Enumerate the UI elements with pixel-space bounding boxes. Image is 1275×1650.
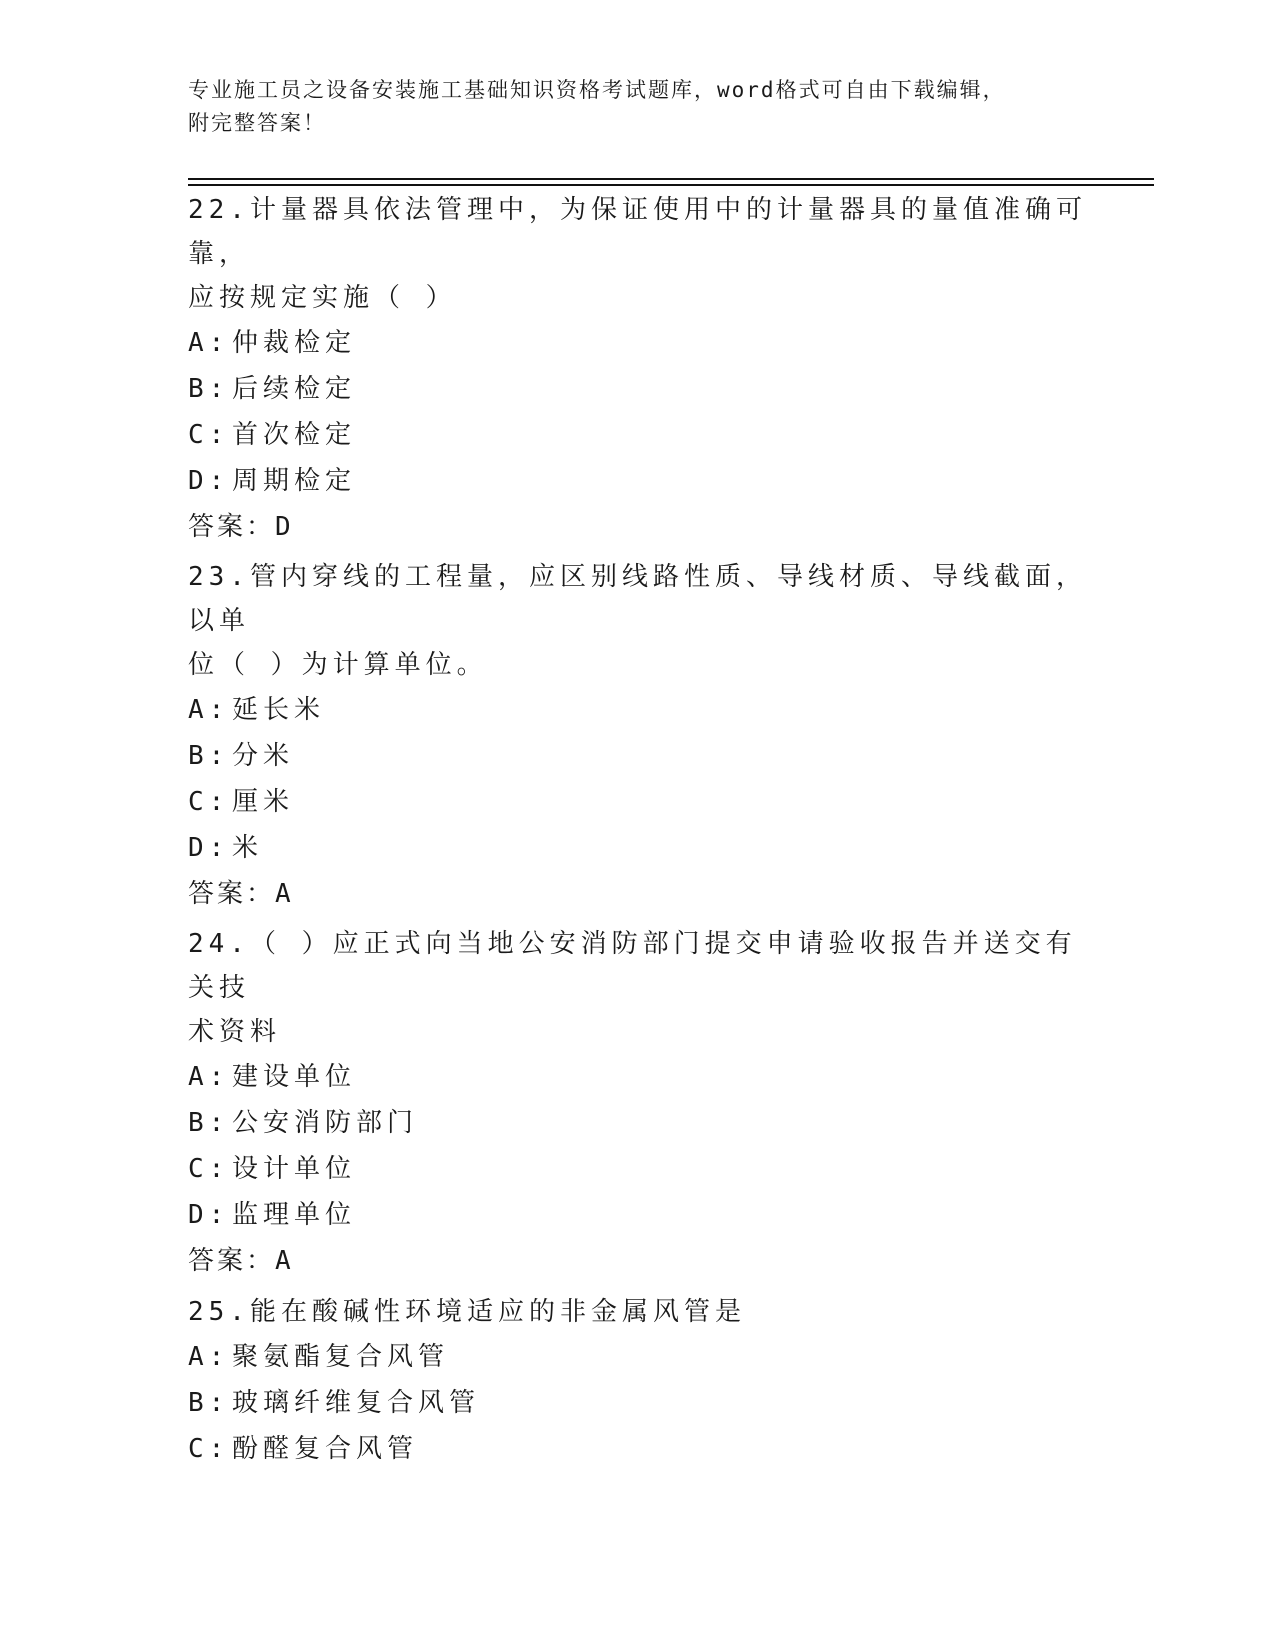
question-22: [188, 188, 1088, 550]
question-stem-line: 24.（ ）应正式向当地公安消防部门提交申请验收报告并送交有关技: [188, 929, 1077, 1003]
option-key: A:: [188, 1062, 230, 1092]
option-b: [188, 1100, 1088, 1146]
option-b: [188, 366, 1088, 412]
option-key: D:: [188, 833, 230, 863]
option-key: A:: [188, 328, 230, 358]
question-stem: [188, 1290, 1088, 1334]
option-key: D:: [188, 1200, 230, 1230]
header-divider-bottom: [188, 184, 1154, 186]
question-stem: [188, 922, 1088, 1054]
question-stem-line: 位（ ）为计算单位。: [188, 650, 488, 680]
answer-line: [188, 1238, 1088, 1284]
option-text: 周期检定: [232, 466, 357, 496]
option-a: [188, 1054, 1088, 1100]
option-key: C:: [188, 787, 230, 817]
option-key: A:: [188, 1342, 230, 1372]
answer-value: A: [275, 1246, 294, 1276]
option-key: D:: [188, 466, 230, 496]
question-24: [188, 922, 1088, 1284]
header-line-2: 附完整答案！: [188, 111, 326, 135]
option-c: [188, 1146, 1088, 1192]
option-text: 后续检定: [232, 374, 357, 404]
option-text: 监理单位: [232, 1200, 357, 1230]
option-key: B:: [188, 1108, 230, 1138]
option-key: C:: [188, 1434, 230, 1464]
document-header: [188, 74, 1168, 140]
question-stem: [188, 555, 1088, 687]
option-key: B:: [188, 741, 230, 771]
option-text: 公安消防部门: [232, 1108, 419, 1138]
answer-value: D: [275, 512, 294, 542]
header-divider-top: [188, 178, 1154, 180]
question-stem-line: 术资料: [188, 1017, 282, 1047]
option-text: 厘米: [232, 787, 295, 817]
answer-label: 答案：: [188, 512, 276, 542]
option-c: [188, 1426, 1088, 1472]
option-a: [188, 320, 1088, 366]
question-stem-line: 22.计量器具依法管理中，为保证使用中的计量器具的量值准确可靠，: [188, 195, 1087, 269]
option-text: 设计单位: [232, 1154, 357, 1184]
question-stem: [188, 188, 1088, 320]
option-text: 首次检定: [232, 420, 357, 450]
option-text: 延长米: [232, 695, 326, 725]
option-text: 聚氨酯复合风管: [232, 1342, 450, 1372]
option-key: A:: [188, 695, 230, 725]
question-stem-line: 应按规定实施（ ）: [188, 283, 457, 313]
option-b: [188, 733, 1088, 779]
question-stem-line: 25.能在酸碱性环境适应的非金属风管是: [188, 1297, 746, 1327]
option-b: [188, 1380, 1088, 1426]
option-a: [188, 687, 1088, 733]
option-text: 玻璃纤维复合风管: [232, 1388, 481, 1418]
option-text: 酚醛复合风管: [232, 1434, 419, 1464]
option-c: [188, 412, 1088, 458]
answer-line: [188, 504, 1088, 550]
option-d: [188, 458, 1088, 504]
answer-line: [188, 871, 1088, 917]
option-text: 建设单位: [232, 1062, 357, 1092]
question-stem-line: 23.管内穿线的工程量，应区别线路性质、导线材质、导线截面，以单: [188, 562, 1087, 636]
question-25: [188, 1290, 1088, 1472]
option-d: [188, 825, 1088, 871]
option-text: 分米: [232, 741, 295, 771]
option-key: B:: [188, 374, 230, 404]
option-a: [188, 1334, 1088, 1380]
answer-value: A: [275, 879, 294, 909]
header-line-1: 专业施工员之设备安装施工基础知识资格考试题库，word格式可自由下载编辑，: [188, 78, 1006, 102]
option-key: C:: [188, 420, 230, 450]
answer-label: 答案：: [188, 879, 276, 909]
option-key: C:: [188, 1154, 230, 1184]
question-23: [188, 555, 1088, 917]
option-text: 仲裁检定: [232, 328, 357, 358]
option-key: B:: [188, 1388, 230, 1418]
option-c: [188, 779, 1088, 825]
option-d: [188, 1192, 1088, 1238]
answer-label: 答案：: [188, 1246, 276, 1276]
option-text: 米: [232, 833, 264, 863]
